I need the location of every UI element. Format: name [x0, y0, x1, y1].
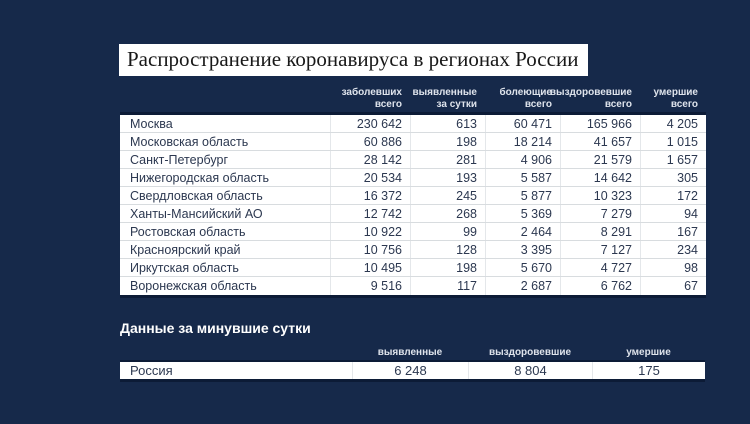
- table-row: [120, 241, 706, 259]
- cell-sick-total: 5 670: [485, 259, 560, 276]
- cell-infected-total: 60 886: [330, 133, 410, 150]
- header-line: всего: [524, 98, 552, 110]
- table-row: [120, 223, 706, 241]
- cell-recovered-total: 21 579: [560, 151, 640, 168]
- header-infected-total: [330, 87, 410, 110]
- cell-sick-total: 2 464: [485, 223, 560, 240]
- regions-table-body: [120, 112, 706, 298]
- cell-recovered-total: 14 642: [560, 169, 640, 186]
- cell-sick-total: 5 369: [485, 205, 560, 222]
- cell-died-total: 4 205: [640, 115, 706, 132]
- cell-detected-daily: 117: [410, 277, 485, 295]
- header-line: выявленные: [412, 87, 477, 98]
- table-row: [120, 259, 706, 277]
- cell-died-total: 67: [640, 277, 706, 295]
- table-row: [120, 187, 706, 205]
- cell-infected-total: 10 922: [330, 223, 410, 240]
- russia-daily-table: [120, 345, 705, 382]
- cell-sick-total: 18 214: [485, 133, 560, 150]
- regions-table-header: [120, 84, 706, 112]
- cell-detected-daily: 193: [410, 169, 485, 186]
- cell-daily-detected: 6 248: [352, 362, 468, 379]
- table-row: [120, 169, 706, 187]
- header-daily-detected: выявленные: [377, 347, 443, 358]
- cell-died-total: 172: [640, 187, 706, 204]
- table-row: [120, 133, 706, 151]
- cell-detected-daily: 245: [410, 187, 485, 204]
- region-name: Москва: [130, 116, 173, 131]
- header-line: всего: [670, 98, 698, 110]
- regions-table: [120, 84, 706, 298]
- cell-infected-total: 20 534: [330, 169, 410, 186]
- cell-recovered-total: 41 657: [560, 133, 640, 150]
- header-line: всего: [604, 98, 632, 110]
- cell-died-total: 98: [640, 259, 706, 276]
- region-name: Ханты-Мансийский АО: [130, 206, 263, 221]
- cell-died-total: 234: [640, 241, 706, 258]
- cell-detected-daily: 613: [410, 115, 485, 132]
- header-recovered-total: [549, 87, 640, 110]
- region-name: Свердловская область: [130, 188, 263, 203]
- cell-infected-total: 230 642: [330, 115, 410, 132]
- cell-recovered-total: 7 127: [560, 241, 640, 258]
- cell-sick-total: 3 395: [485, 241, 560, 258]
- cell-recovered-total: 4 727: [560, 259, 640, 276]
- cell-sick-total: 5 587: [485, 169, 560, 186]
- cell-died-total: 94: [640, 205, 706, 222]
- cell-detected-daily: 281: [410, 151, 485, 168]
- russia-row: [120, 360, 705, 382]
- table-row: [120, 205, 706, 223]
- header-line: всего: [374, 98, 402, 110]
- region-name: Нижегородская область: [130, 170, 269, 185]
- region-name: Санкт-Петербург: [130, 152, 229, 167]
- header-line: умершие: [653, 87, 698, 98]
- cell-detected-daily: 128: [410, 241, 485, 258]
- cell-sick-total: 60 471: [485, 115, 560, 132]
- russia-table-header: [120, 345, 705, 358]
- header-sick-total: [485, 87, 560, 110]
- daily-section-label: Данные за минувшие сутки: [120, 320, 311, 336]
- region-name: Московская область: [130, 134, 249, 149]
- cell-detected-daily: 99: [410, 223, 485, 240]
- cell-infected-total: 12 742: [330, 205, 410, 222]
- cell-died-total: 1 015: [640, 133, 706, 150]
- cell-recovered-total: 7 279: [560, 205, 640, 222]
- table-row: [120, 277, 706, 295]
- header-line: болеющие: [499, 87, 552, 98]
- header-daily-died: умершие: [626, 347, 671, 358]
- country-name: Россия: [130, 363, 173, 378]
- cell-recovered-total: 165 966: [560, 115, 640, 132]
- cell-sick-total: 5 877: [485, 187, 560, 204]
- header-died-total: [640, 87, 706, 110]
- cell-detected-daily: 268: [410, 205, 485, 222]
- region-name: Иркутская область: [130, 260, 239, 275]
- cell-sick-total: 4 906: [485, 151, 560, 168]
- cell-died-total: 305: [640, 169, 706, 186]
- cell-infected-total: 9 516: [330, 277, 410, 295]
- region-name: Ростовская область: [130, 224, 246, 239]
- table-row: [120, 151, 706, 169]
- cell-detected-daily: 198: [410, 259, 485, 276]
- cell-daily-recovered: 8 804: [468, 362, 592, 379]
- region-name: Красноярский край: [130, 242, 241, 257]
- cell-recovered-total: 8 291: [560, 223, 640, 240]
- cell-infected-total: 10 495: [330, 259, 410, 276]
- cell-infected-total: 16 372: [330, 187, 410, 204]
- cell-detected-daily: 198: [410, 133, 485, 150]
- cell-recovered-total: 10 323: [560, 187, 640, 204]
- page-title: Распространение коронавируса в регионах России: [119, 44, 588, 76]
- cell-recovered-total: 6 762: [560, 277, 640, 295]
- header-line: за сутки: [436, 98, 477, 110]
- cell-infected-total: 10 756: [330, 241, 410, 258]
- cell-infected-total: 28 142: [330, 151, 410, 168]
- header-detected-daily: [410, 87, 485, 110]
- cell-died-total: 1 657: [640, 151, 706, 168]
- cell-daily-died: 175: [592, 362, 705, 379]
- cell-sick-total: 2 687: [485, 277, 560, 295]
- header-line: выздоровевшие: [549, 87, 632, 98]
- table-row: [120, 115, 706, 133]
- region-name: Воронежская область: [130, 279, 257, 293]
- cell-died-total: 167: [640, 223, 706, 240]
- header-line: заболевших: [341, 87, 402, 98]
- header-daily-recovered: выздоровевшие: [488, 347, 572, 358]
